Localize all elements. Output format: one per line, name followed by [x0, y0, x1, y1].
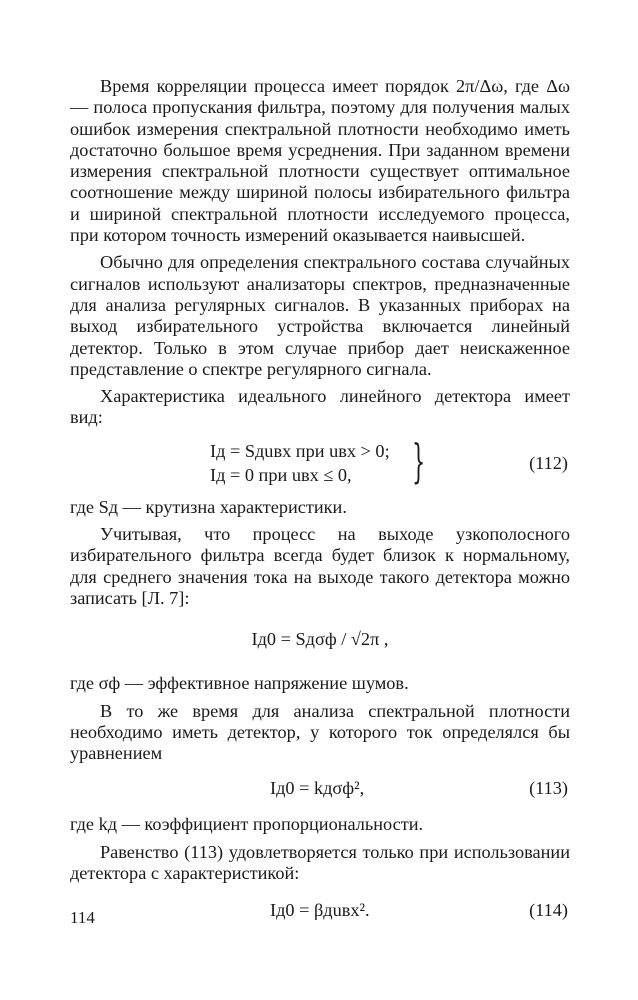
equation-114-number: (114)	[529, 900, 568, 921]
paragraph-detector-characteristic: Характеристика идеального линейного детектора имеет вид:	[70, 386, 570, 428]
paragraph-noise-voltage: где σф — эффективное напряжение шумов.	[70, 673, 409, 694]
equation-113-number: (113)	[529, 778, 568, 799]
equation-mean-current-text: Iд0 = Sдσф / √2π ,	[251, 629, 389, 650]
paragraph-spectral-detector: В то же время для анализа спектральной плотности необходимо иметь детектор, у которого ток определялся бы уравнением	[70, 700, 570, 764]
page-number: 114	[70, 908, 95, 927]
equation-114	[70, 890, 570, 930]
equation-112-line-2: Iд = 0 при uвх ≤ 0,	[210, 464, 352, 485]
paragraph-spectrum-analyzers: Обычно для определения спектрального состава случайных сигналов используют анализаторы спектров, предназначенные для анализа регулярных сигналов. В указанных приборах на выход избирательного устройства включается линейный детектор. Только в этом случае прибор дает неискаженное представление о спектре регулярного сигнала.	[70, 252, 570, 379]
paragraph-slope-definition: где Sд — крутизна характеристики.	[70, 496, 347, 517]
brace-glyph: }	[412, 433, 426, 488]
equation-112	[70, 433, 570, 491]
paragraph-correlation-time: Время корреляции процесса имеет порядок 2π/Δω, где Δω — полоса пропускания фильтра, поэтому для получения малых ошибок измерения спектральной плотности необходимо иметь достаточно большое время усреднения. При заданном времени измерения спектральной плотности существует оптимальное соотношение между шириной полосы избирательного фильтра и шириной спектральной плотности исследуемого процесса, при котором точность измерений оказывается наивысшей.	[70, 76, 570, 246]
equation-114-text: Iд0 = βдuвх².	[270, 900, 370, 921]
equation-mean-current	[70, 619, 570, 667]
paragraph-equality-113: Равенство (113) удовлетворяется только при использовании детектора с характеристикой:	[70, 841, 570, 884]
equation-113-text: Iд0 = kдσф²,	[270, 778, 365, 799]
page-body	[70, 76, 570, 930]
equation-113	[70, 770, 570, 808]
paragraph-proportionality: где kд — коэффициент пропорциональности.	[70, 814, 424, 835]
equation-112-lines	[210, 439, 425, 487]
equation-112-number: (112)	[529, 452, 568, 473]
equation-112-line-1: Iд = Sдuвх при uвх > 0;	[210, 440, 390, 461]
paragraph-normal-process: Учитывая, что процесс на выходе узкополосного избирательного фильтра всегда будет близок к нормальному, для среднего значения тока на выходе такого детектора можно записать [Л. 7]:	[70, 524, 570, 608]
